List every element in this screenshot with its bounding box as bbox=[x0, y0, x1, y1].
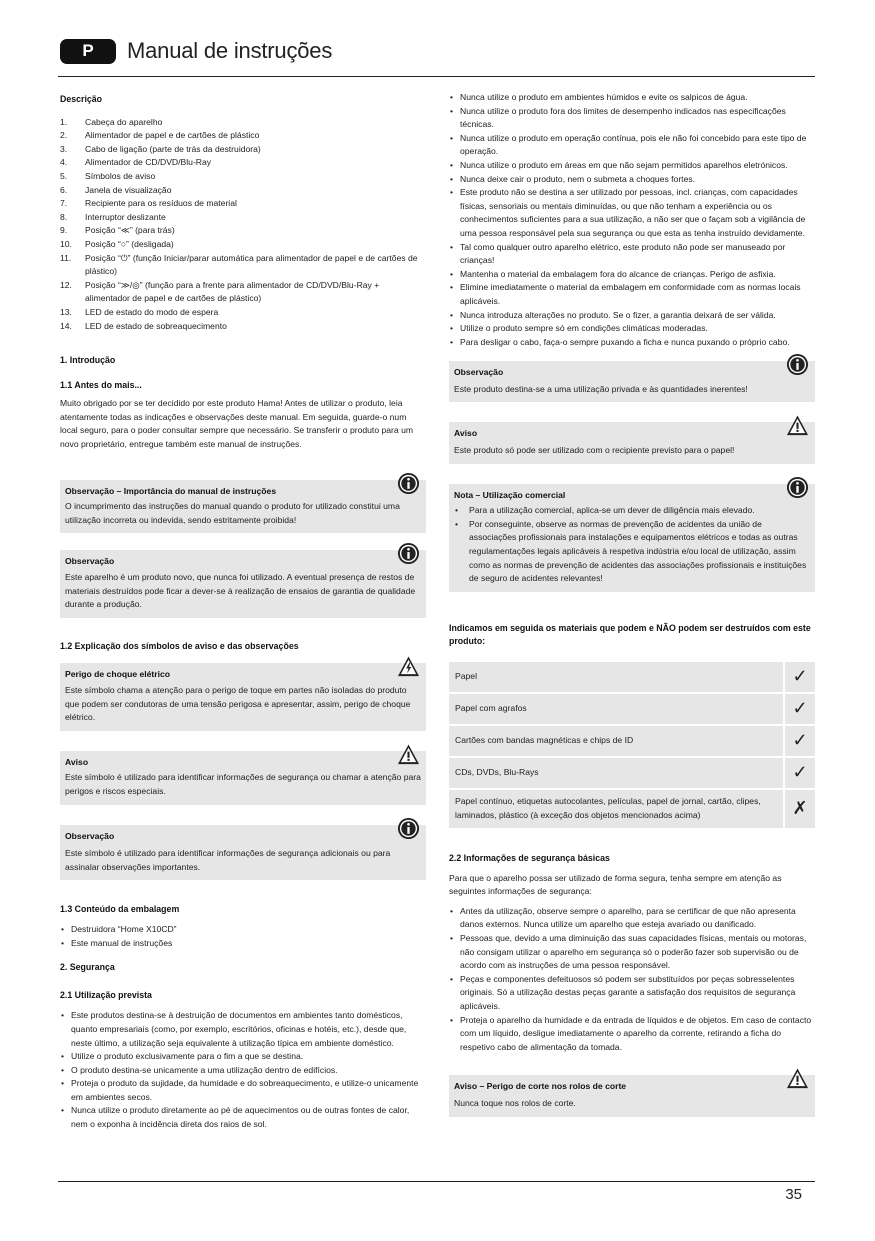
language-badge: P bbox=[60, 39, 116, 64]
list-item: • Para desligar o cabo, faça-o sempre puxando a ficha e nunca puxando o próprio cabo. bbox=[449, 336, 815, 350]
description-list bbox=[60, 116, 426, 334]
item-text: Símbolos de aviso bbox=[85, 170, 156, 181]
electric-shock-warning-icon bbox=[397, 655, 420, 678]
description-item bbox=[60, 184, 426, 198]
list-item: • Utilize o produto sempre só em condições climáticas moderadas. bbox=[449, 322, 815, 336]
item-number: 14. bbox=[60, 320, 72, 331]
note-box-text: Nunca toque nos rolos de corte. bbox=[454, 1097, 576, 1108]
table-row bbox=[449, 662, 815, 692]
item-number: 9. bbox=[60, 225, 68, 236]
info-icon bbox=[397, 542, 420, 565]
material-label: CDs, DVDs, Blu-Rays bbox=[449, 758, 783, 788]
check-mark-icon: ✓ bbox=[783, 662, 815, 692]
warning-box-electric-shock bbox=[60, 663, 426, 730]
warning-icon bbox=[786, 1067, 809, 1090]
item-text: Alimentador de papel e de cartões de plástico bbox=[85, 130, 260, 141]
info-icon bbox=[397, 472, 420, 495]
note-box-title: Perigo de choque elétrico bbox=[65, 669, 171, 680]
item-text: Posição “≫/◎” (função para a frente para alimentador de CD/DVD/Blu-Ray + alimentador de papel e de cartões de plástico) bbox=[85, 279, 380, 304]
list-item: • Proteja o produto da sujidade, da humidade e do sobreaquecimento, e utilize-o unicamente em ambientes secos. bbox=[60, 1077, 426, 1104]
list-item: • Peças e componentes defeituosos só podem ser substituídos por peças sobresselentes originais. Só a utilização destas peças garante a satisfação dos requisitos de segurança aplicáveis. bbox=[449, 973, 815, 1014]
material-label: Cartões com bandas magnéticas e chips de ID bbox=[449, 726, 783, 756]
description-heading: Descrição bbox=[60, 94, 103, 104]
item-number: 12. bbox=[60, 279, 72, 290]
item-number: 5. bbox=[60, 170, 68, 181]
item-text: Posição “○” (desligada) bbox=[85, 238, 174, 249]
note-box-commercial-use bbox=[449, 484, 815, 592]
check-mark-icon: ✓ bbox=[783, 726, 815, 756]
item-number: 8. bbox=[60, 211, 68, 222]
warning-icon bbox=[397, 743, 420, 766]
note-box-text: Este produto destina-se a uma utilização privada e às quantidades inerentes! bbox=[454, 383, 748, 394]
info-icon bbox=[786, 353, 809, 376]
description-item bbox=[60, 279, 426, 306]
list-item: • Mantenha o material da embalagem fora do alcance de crianças. Perigo de asfixia. bbox=[449, 268, 815, 282]
description-item bbox=[60, 170, 426, 184]
note-box-private-use bbox=[449, 361, 815, 402]
item-text: LED de estado de sobreaquecimento bbox=[85, 320, 227, 331]
note-box-text: Este aparelho é um produto novo, que nunca foi utilizado. A eventual presença de restos de materiais destruídos pode ficar a dever-se à realização de ensaios de garantia de qualidade durante a produção. bbox=[65, 572, 416, 610]
item-number: 11. bbox=[60, 252, 72, 263]
info-icon bbox=[786, 476, 809, 499]
list-item: • Este manual de instruções bbox=[60, 937, 426, 951]
page-number: 35 bbox=[785, 1186, 802, 1203]
basic-safety-list bbox=[449, 905, 815, 1055]
description-item bbox=[60, 129, 426, 143]
item-number: 6. bbox=[60, 184, 68, 195]
note-box-title: Observação bbox=[454, 367, 504, 378]
note-box-title: Aviso bbox=[454, 428, 478, 439]
list-item: • Nunca utilize o produto diretamente ao pé de aquecimentos ou de outras fontes de calor, nem o exponha à incidência direta dos raios de sol. bbox=[60, 1104, 426, 1131]
list-item: • Nunca utilize o produto em áreas em que não sejam permitidos aparelhos eletrónicos. bbox=[449, 159, 815, 173]
item-text: Janela de visualização bbox=[85, 184, 172, 195]
list-item: • Nunca utilize o produto em operação contínua, pois ele não foi concebido para este tipo de operação. bbox=[449, 132, 815, 159]
item-text: Interruptor deslizante bbox=[85, 211, 166, 222]
description-item bbox=[60, 320, 426, 334]
item-text: Alimentador de CD/DVD/Blu-Ray bbox=[85, 157, 212, 168]
info-icon bbox=[397, 817, 420, 840]
section-2-heading: 2. Segurança bbox=[60, 962, 115, 973]
list-item: • Destruidora “Home X10CD” bbox=[60, 923, 426, 937]
bottom-rule bbox=[58, 1181, 815, 1182]
item-text: Cabo de ligação (parte de trás da destruidora) bbox=[85, 143, 261, 154]
warning-icon bbox=[786, 414, 809, 437]
item-number: 10. bbox=[60, 238, 72, 249]
description-item bbox=[60, 211, 426, 225]
table-row bbox=[449, 758, 815, 788]
right-column bbox=[449, 91, 815, 1117]
item-text: Posição “≪” (para trás) bbox=[85, 225, 175, 236]
materials-heading: Indicamos em seguida os materiais que podem e NÃO podem ser destruídos com este produto: bbox=[449, 622, 811, 647]
list-item: • O produto destina-se unicamente a uma utilização dentro de edifícios. bbox=[60, 1064, 426, 1078]
section-1-2-heading: 1.2 Explicação dos símbolos de aviso e das observações bbox=[60, 640, 299, 651]
note-box-title: Nota – Utilização comercial bbox=[454, 489, 566, 500]
table-row bbox=[449, 694, 815, 724]
description-item bbox=[60, 143, 426, 157]
left-column bbox=[60, 93, 426, 1132]
note-box-title: Observação bbox=[65, 830, 115, 841]
list-item: • Nunca introduza alterações no produto. Se o fizer, a garantia deixará de ser válida. bbox=[449, 309, 815, 323]
intended-use-list bbox=[60, 1009, 426, 1131]
cross-mark-icon: ✗ bbox=[783, 790, 815, 828]
warning-box-cutting-rollers bbox=[449, 1075, 815, 1116]
section-1-3-heading: 1.3 Conteúdo da embalagem bbox=[60, 904, 180, 915]
note-box-title: Observação bbox=[65, 556, 115, 567]
note-box-observacao bbox=[60, 825, 426, 881]
description-item bbox=[60, 156, 426, 170]
list-item: • Proteja o aparelho da humidade e da entrada de líquidos e de objetos. Em caso de contacto com um líquido, desligue imediatamente o aparelho da corrente, retirando a ficha do respetivo cabo de alimentação da tomada. bbox=[449, 1014, 815, 1055]
section-2-1-heading: 2.1 Utilização prevista bbox=[60, 989, 152, 1000]
description-item bbox=[60, 306, 426, 320]
list-item: • Este produtos destina-se à destruição de documentos em ambientes tanto domésticos, quanto empresariais (como, por exemplo, escritórios, oficinas e hotéis, etc.), desde que, neste último, a utilização seja equivalente à utilização típica em ambiente doméstico. bbox=[60, 1009, 426, 1050]
description-item bbox=[60, 116, 426, 130]
warning-box-aviso bbox=[60, 751, 426, 805]
list-item: • Antes da utilização, observe sempre o aparelho, para se certificar de que não apresenta danos externos. Nunca utilize um aparelho que esteja avariado ou danificado. bbox=[449, 905, 815, 932]
description-item bbox=[60, 238, 426, 252]
list-item: • Tal como qualquer outro aparelho elétrico, este produto não pode ser manuseado por crianças! bbox=[449, 241, 815, 268]
item-number: 4. bbox=[60, 157, 68, 168]
item-number: 2. bbox=[60, 130, 68, 141]
item-text: LED de estado do modo de espera bbox=[85, 306, 219, 317]
table-row bbox=[449, 790, 815, 828]
note-box-text: Este símbolo chama a atenção para o perigo de toque em partes não isoladas do produto que podem ser condutoras de uma tensão perigosa e apresentar, assim, perigo de choque elétrico. bbox=[65, 685, 411, 723]
section-1-1-heading: 1.1 Antes do mais... bbox=[60, 379, 142, 390]
check-mark-icon: ✓ bbox=[783, 758, 815, 788]
check-mark-icon: ✓ bbox=[783, 694, 815, 724]
list-item: • Nunca deixe cair o produto, nem o submeta a choques fortes. bbox=[449, 173, 815, 187]
material-label: Papel contínuo, etiquetas autocolantes, películas, papel de jornal, cartão, clipes, laminados, plástico (à exceção dos objetos mencionados acima) bbox=[449, 790, 783, 828]
description-item bbox=[60, 224, 426, 238]
list-item: • Para a utilização comercial, aplica-se um dever de diligência mais elevado. bbox=[454, 504, 810, 518]
list-item: • Pessoas que, devido a uma diminuição das suas capacidades físicas, mentais ou motoras, não consigam utilizar o aparelho em segurança só o poderão fazer sob supervisão ou de acordo com as instruções de uma pessoa responsável. bbox=[449, 932, 815, 973]
page-header bbox=[60, 36, 332, 66]
note-box-text: Este produto só pode ser utilizado com o recipiente previsto para o papel! bbox=[454, 445, 735, 456]
section-1-1-text: Muito obrigado por se ter decidido por este produto Hama! Antes de utilizar o produto, leia atentamente todas as indicações e observações deste manual. Em seguida, guarde-o num local seguro, para o poder consultar sempre que necessário. Se transferir o produto para um novo proprietário, entregue também este manual de instruções. bbox=[60, 398, 414, 450]
note-box-text: Este símbolo é utilizado para identificar informações de segurança ou chamar a atenção para perigos e riscos especiais. bbox=[65, 772, 421, 796]
list-item: • Utilize o produto exclusivamente para o fim a que se destina. bbox=[60, 1050, 426, 1064]
top-rule bbox=[58, 76, 815, 77]
item-number: 3. bbox=[60, 143, 68, 154]
note-box-new-product bbox=[60, 550, 426, 617]
section-2-2-heading: 2.2 Informações de segurança básicas bbox=[449, 853, 610, 863]
list-item: • Este produto não se destina a ser utilizado por pessoas, incl. crianças, com capacidades físicas, sensoriais ou mentais diminuídas, ou que não tenham a experiência ou os conhecimentos suficientes para a sua utilização, a não ser que o façam sob a vigilância de uma pessoa responsável pela sua segurança ou que esta as tenha instruído devidamente. bbox=[449, 186, 815, 240]
note-box-text: O incumprimento das instruções do manual quando o produto for utilizado constitui uma utilização incorreta ou indevida, sendo estritamente proibida! bbox=[65, 501, 400, 525]
item-number: 13. bbox=[60, 306, 72, 317]
item-text: Cabeça do aparelho bbox=[85, 116, 163, 127]
item-number: 7. bbox=[60, 198, 68, 209]
section-2-2-intro: Para que o aparelho possa ser utilizado de forma segura, tenha sempre em atenção as seguintes informações de segurança: bbox=[449, 872, 782, 897]
item-number: 1. bbox=[60, 116, 68, 127]
item-text: Posição “⏻” (função Iniciar/parar automática para alimentador de papel e de cartões de plástico) bbox=[85, 252, 418, 277]
page-title: Manual de instruções bbox=[127, 38, 333, 63]
material-label: Papel com agrafos bbox=[449, 694, 783, 724]
note-box-title: Aviso bbox=[65, 756, 89, 767]
list-item: • Nunca utilize o produto em ambientes húmidos e evite os salpicos de água. bbox=[449, 91, 815, 105]
package-contents-list bbox=[60, 923, 426, 950]
table-row bbox=[449, 726, 815, 756]
note-box-manual-importance bbox=[60, 480, 426, 534]
material-label: Papel bbox=[449, 662, 783, 692]
warning-box-paper-bin bbox=[449, 422, 815, 463]
note-box-text: Este símbolo é utilizado para identificar informações de segurança adicionais ou para assinalar observações importantes. bbox=[65, 848, 391, 872]
item-text: Recipiente para os resíduos de material bbox=[85, 198, 237, 209]
materials-table bbox=[449, 660, 815, 830]
section-1-heading: 1. Introdução bbox=[60, 355, 116, 366]
description-item bbox=[60, 197, 426, 211]
commercial-use-list bbox=[454, 504, 810, 586]
list-item: • Por conseguinte, observe as normas de prevenção de acidentes da união de associações profissionais para instalações e equipamentos elétricos e todas as outras regulamentações legais aplicáveis à respetiva indústria e/ou local de utilização, assim como as normas de prevenção de acidentes das associações profissionais e instituições de seguro de acidentes relevantes! bbox=[454, 518, 810, 586]
description-item bbox=[60, 252, 426, 279]
list-item: • Elimine imediatamente o material da embalagem em conformidade com as normas locais aplicáveis. bbox=[449, 281, 815, 308]
intended-use-list-continued bbox=[449, 91, 815, 349]
note-box-title: Aviso – Perigo de corte nos rolos de corte bbox=[454, 1081, 627, 1092]
note-box-title: Observação – Importância do manual de instruções bbox=[65, 485, 277, 496]
list-item: • Nunca utilize o produto fora dos limites de desempenho indicados nas especificações técnicas. bbox=[449, 105, 815, 132]
